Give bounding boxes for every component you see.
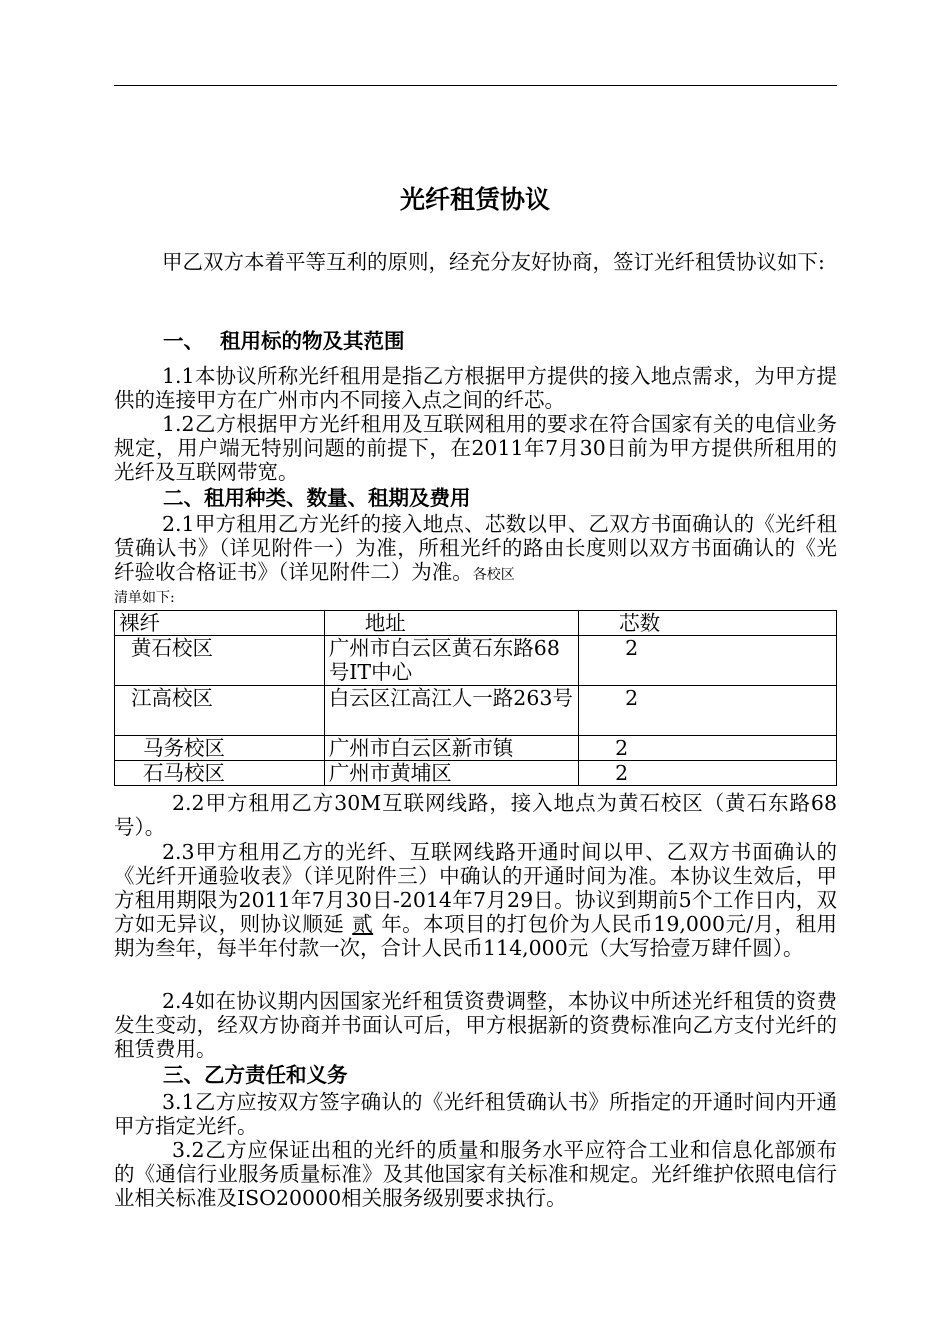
table-header-cell: 地址	[324, 611, 578, 636]
campus-table	[114, 610, 837, 786]
table-cell-address: 广州市白云区新市镇	[324, 736, 578, 761]
paragraph-2-3	[114, 840, 837, 960]
section-1-number: 一、	[163, 329, 204, 353]
paragraph-3-2	[114, 1138, 837, 1210]
table-header-cell: 芯数	[579, 611, 837, 636]
paragraph-1-1-text: 1.1本协议所称光纤租用是指乙方根据甲方提供的接入地点需求，为甲方提供的连接甲方在广州市内不同接入点之间的纤芯。	[114, 364, 837, 412]
intro-text: 甲乙双方本着平等互利的原则，经充分友好协商，签订光纤租赁协议如下:	[162, 250, 825, 274]
document-title: 光纤租赁协议	[399, 185, 550, 214]
paragraph-1-2	[114, 412, 837, 484]
paragraph-2-1	[114, 512, 837, 587]
paragraph-2-1-small-a: 各校区	[472, 567, 515, 583]
paragraph-2-2	[114, 791, 837, 839]
table-header-cell: 裸纤	[115, 611, 325, 636]
table-row	[115, 686, 837, 736]
table-cell-campus: 黄石校区	[115, 636, 325, 686]
table-row	[115, 636, 837, 686]
table-cell-cores: 2	[579, 761, 837, 786]
table-cell-address: 广州市白云区黄石东路68号IT中心	[324, 636, 578, 686]
table-cell-campus: 马务校区	[115, 736, 325, 761]
table-row	[115, 761, 837, 786]
paragraph-3-1	[114, 1090, 837, 1138]
section-3-heading: 三、乙方责任和义务	[163, 1063, 348, 1087]
table-cell-address: 白云区江高江人一路263号	[324, 686, 578, 736]
table-cell-campus: 石马校区	[115, 761, 325, 786]
paragraph-1-2-text: 1.2乙方根据甲方光纤租用及互联网租用的要求在符合国家有关的电信业务规定，用户端无特别问题的前提下，在2011年7月30日前为甲方提供所租用的光纤及互联网带宽。	[114, 412, 837, 484]
paragraph-2-2-text: 2.2甲方租用乙方30M互联网线路，接入地点为黄石校区（黄石东路68号）。	[114, 791, 837, 839]
paragraph-2-4	[114, 989, 837, 1061]
table-cell-cores: 2	[579, 736, 837, 761]
paragraph-2-1-text: 2.1甲方租用乙方光纤的接入地点、芯数以甲、乙双方书面确认的《光纤租赁确认书》（详见附件一）为准，所租光纤的路由长度则以双方书面确认的《光纤验收合格证书》（详见附件二）为准。	[114, 512, 837, 584]
section-1-title: 租用标的物及其范围	[220, 329, 405, 353]
paragraph-2-3-text-b: 年。本项目的打包价为人民币19,000元/月，租用期为叁年，每半年付款一次，合计人民币114,000元（大写拾壹万肆仟圆）。	[114, 912, 838, 960]
table-cell-cores: 2	[579, 686, 837, 736]
paragraph-3-1-text: 3.1乙方应按双方签字确认的《光纤租赁确认书》所指定的开通时间内开通甲方指定光纤。	[114, 1090, 837, 1138]
table-row	[115, 736, 837, 761]
header-rule	[114, 85, 837, 86]
paragraph-2-4-text: 2.4如在协议期内因国家光纤租赁资费调整，本协议中所述光纤租赁的资费发生变动，经双方协商并书面认可后，甲方根据新的资费标准向乙方支付光纤的租赁费用。	[114, 989, 837, 1061]
table-cell-campus: 江高校区	[115, 686, 325, 736]
section-1-heading	[163, 328, 405, 354]
table-cell-cores: 2	[579, 636, 837, 686]
paragraph-2-3-underlined-term: 贰	[352, 912, 374, 936]
section-2-heading: 二、租用种类、数量、租期及费用	[163, 486, 471, 510]
paragraph-2-1-list-intro: 清单如下:	[114, 590, 175, 606]
paragraph-3-2-text: 3.2乙方应保证出租的光纤的质量和服务水平应符合工业和信息化部颁布的《通信行业服务质量标准》及其他国家有关标准和规定。光纤维护依照电信行业相关标准及ISO20000相关服务级别要求执行。	[114, 1138, 837, 1210]
paragraph-2-3-text-a: 2.3甲方租用乙方的光纤、互联网线路开通时间以甲、乙双方书面确认的《光纤开通验收表》（详见附件三）中确认的开通时间为准。本协议生效后，甲方租用期限为2011年7月30日-2014年7月29日。协议到期前5个工作日内，双方如无异议，则协议顺延	[114, 840, 837, 936]
paragraph-1-1	[114, 364, 837, 412]
table-header-row	[115, 611, 837, 636]
table-cell-address: 广州市黄埔区	[324, 761, 578, 786]
intro-paragraph	[114, 250, 837, 274]
